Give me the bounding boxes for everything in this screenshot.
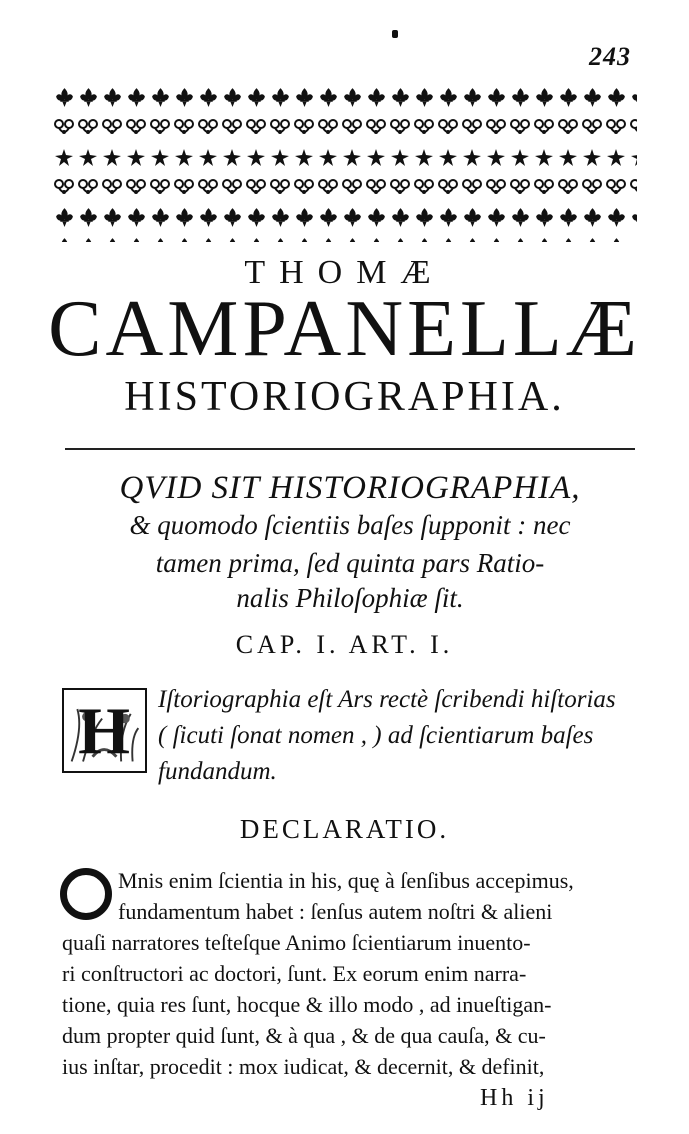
body-text-line: Mnis enim ſcientia in his, quę à ſenſibus accepimus, — [118, 868, 574, 893]
section-heading: DECLARATIO. — [239, 814, 450, 844]
author-name: THOMÆ — [244, 254, 445, 291]
definition-line: fundandum. — [158, 758, 277, 785]
chapter-heading-line: tamen prima, ſed quinta pars Ratio- — [155, 548, 545, 578]
chapter-article-label: CAP. I. ART. I. — [235, 630, 454, 659]
definition-line: Iſtoriographia eſt Ars rectè ſcribendi hiſtorias — [158, 686, 616, 713]
body-text-line: ius inſtar, procedit : mox iudicat, & decernit, & definit, — [62, 1054, 545, 1079]
drop-cap-letter — [67, 875, 68, 876]
signature-mark: Hh ij — [480, 1085, 549, 1111]
book-subtitle: HISTORIOGRAPHIA. — [124, 374, 565, 420]
page-number: 243 — [589, 42, 631, 71]
body-text-line: fundamentum habet : ſenſus autem noſtri & alieni — [118, 899, 553, 924]
ink-dot — [392, 30, 398, 38]
ornament-band-icon — [52, 82, 637, 242]
chapter-heading-line: nalis Philoſophiæ ſit. — [236, 583, 464, 613]
decorated-initial-h — [62, 688, 147, 773]
body-text-line: dum propter quid ſunt, & à qua , & de qua cauſa, & cu- — [62, 1023, 546, 1048]
book-title: CAMPANELLÆ — [48, 285, 641, 373]
foliage-icon — [64, 690, 145, 771]
body-text-line: tione, quia res ſunt, hocque & illo modo , ad inueſtigan- — [62, 992, 552, 1017]
chapter-heading-line: & quomodo ſcientiis baſes ſupponit : nec — [129, 510, 571, 540]
definition-line: ( ſicuti ſonat nomen , ) ad ſcientiarum baſes — [158, 722, 594, 749]
chapter-heading-line: QVID SIT HISTORIOGRAPHIA, — [119, 470, 581, 506]
body-text-line: quaſi narratores teſteſque Animo ſcientiarum inuento- — [62, 930, 531, 955]
drop-cap-o — [60, 868, 112, 920]
initial-letter: H — [78, 694, 130, 768]
divider-rule — [65, 448, 635, 450]
body-text-line: ri conſtructori ac doctori, ſunt. Ex eorum enim narra- — [62, 961, 527, 986]
